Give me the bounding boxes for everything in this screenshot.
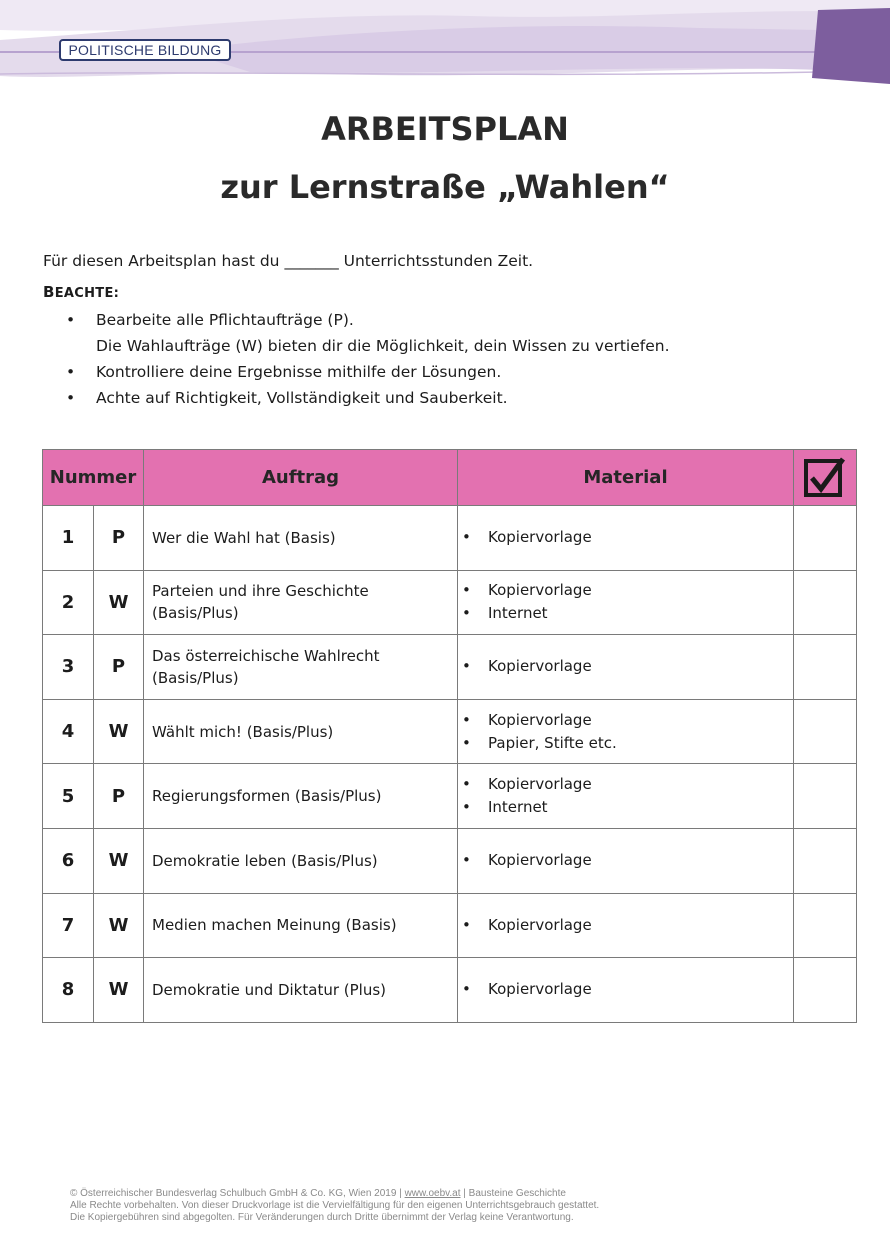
header-material: Material — [458, 450, 794, 506]
task-title: Wer die Wahl hat (Basis) — [144, 506, 458, 571]
task-type: P — [94, 506, 144, 571]
task-type: P — [94, 764, 144, 829]
material-item: • Kopiervorlage — [458, 978, 793, 1001]
task-type: W — [94, 570, 144, 635]
note-item-text: Bearbeite alle Pflichtaufträge (P). — [96, 311, 354, 329]
note-heading — [43, 283, 119, 301]
task-materials — [458, 764, 794, 829]
material-item: • Kopiervorlage — [458, 709, 793, 732]
table-row — [43, 893, 857, 958]
note-item — [64, 359, 670, 385]
page-title: ARBEITSPLAN — [321, 110, 569, 148]
material-item: • Kopiervorlage — [458, 914, 793, 937]
task-number: 8 — [43, 958, 94, 1023]
task-number: 4 — [43, 699, 94, 764]
header-check — [794, 450, 857, 506]
note-item-text: Kontrolliere deine Ergebnisse mithilfe der Lösungen. — [96, 363, 502, 381]
material-list — [458, 978, 793, 1001]
copyright-footer — [70, 1188, 599, 1224]
task-number: 3 — [43, 635, 94, 700]
table-header-row — [43, 450, 857, 506]
material-list — [458, 526, 793, 549]
time-blank: _______ — [284, 252, 339, 270]
task-type: W — [94, 958, 144, 1023]
completion-checkbox[interactable] — [794, 893, 857, 958]
task-number: 5 — [43, 764, 94, 829]
footer-line-3: Die Kopiergebühren sind abgegolten. Für Veränderungen durch Dritte übernimmt der Verlag keine Verantwortung. — [70, 1212, 574, 1223]
footer-series: | Bausteine Geschichte — [463, 1188, 566, 1199]
table-row — [43, 506, 857, 571]
checkbox-checked-icon — [803, 456, 847, 500]
material-item: • Papier, Stifte etc. — [458, 732, 793, 755]
material-item: • Kopiervorlage — [458, 773, 793, 796]
material-item: • Internet — [458, 796, 793, 819]
completion-checkbox[interactable] — [794, 506, 857, 571]
footer-line-1 — [70, 1188, 599, 1200]
table-body — [43, 506, 857, 1023]
task-type: W — [94, 699, 144, 764]
task-number: 1 — [43, 506, 94, 571]
completion-checkbox[interactable] — [794, 958, 857, 1023]
header-number: Nummer — [43, 450, 144, 506]
footer-line-2: Alle Rechte vorbehalten. Von dieser Druckvorlage ist die Vervielfältigung für den eigenen Unterrichtsgebrauch gestattet. — [70, 1200, 600, 1211]
time-instruction-before: Für diesen Arbeitsplan hast du — [43, 252, 280, 270]
table-row — [43, 828, 857, 893]
table-row — [43, 635, 857, 700]
task-materials — [458, 893, 794, 958]
time-instruction-after: Unterrichtsstunden Zeit. — [343, 252, 534, 270]
note-item-text: Achte auf Richtigkeit, Vollständigkeit und Sauberkeit. — [96, 389, 508, 407]
task-materials — [458, 506, 794, 571]
header-task: Auftrag — [144, 450, 458, 506]
material-item: • Kopiervorlage — [458, 526, 793, 549]
task-title: Das österreichische Wahlrecht (Basis/Plus) — [144, 635, 458, 700]
footer-publisher: © Österreichischer Bundesverlag Schulbuch GmbH & Co. KG, Wien 2019 | — [70, 1188, 402, 1199]
material-item: • Kopiervorlage — [458, 655, 793, 678]
page-subtitle: zur Lernstraße „Wahlen“ — [220, 168, 670, 206]
completion-checkbox[interactable] — [794, 635, 857, 700]
task-title: Wählt mich! (Basis/Plus) — [144, 699, 458, 764]
material-list — [458, 914, 793, 937]
material-list — [458, 579, 793, 625]
material-item: • Kopiervorlage — [458, 849, 793, 872]
task-type: P — [94, 635, 144, 700]
publisher-link[interactable]: www.oebv.at — [404, 1188, 461, 1199]
task-type: W — [94, 828, 144, 893]
task-materials — [458, 699, 794, 764]
table-row — [43, 699, 857, 764]
completion-checkbox[interactable] — [794, 764, 857, 829]
note-heading-rest: EACHTE: — [54, 286, 120, 301]
table-row — [43, 958, 857, 1023]
task-title: Demokratie leben (Basis/Plus) — [144, 828, 458, 893]
table-row — [43, 570, 857, 635]
note-heading-cap: B — [43, 283, 55, 301]
note-item-continuation: Die Wahlaufträge (W) bieten dir die Möglichkeit, dein Wissen zu vertiefen. — [96, 337, 670, 355]
task-number: 7 — [43, 893, 94, 958]
task-materials — [458, 635, 794, 700]
material-item: • Kopiervorlage — [458, 579, 793, 602]
task-materials — [458, 958, 794, 1023]
material-item: • Internet — [458, 602, 793, 625]
note-list — [64, 307, 670, 411]
material-list — [458, 849, 793, 872]
task-title: Medien machen Meinung (Basis) — [144, 893, 458, 958]
task-title: Regierungsformen (Basis/Plus) — [144, 764, 458, 829]
material-list — [458, 655, 793, 678]
task-materials — [458, 828, 794, 893]
material-list — [458, 773, 793, 819]
task-number: 2 — [43, 570, 94, 635]
note-item — [64, 385, 670, 411]
time-instruction — [43, 252, 533, 270]
task-title: Demokratie und Diktatur (Plus) — [144, 958, 458, 1023]
task-materials — [458, 570, 794, 635]
task-number: 6 — [43, 828, 94, 893]
task-title: Parteien und ihre Geschichte (Basis/Plus) — [144, 570, 458, 635]
note-item — [64, 307, 670, 359]
subject-badge: POLITISCHE BILDUNG — [59, 39, 231, 61]
completion-checkbox[interactable] — [794, 699, 857, 764]
task-type: W — [94, 893, 144, 958]
completion-checkbox[interactable] — [794, 828, 857, 893]
completion-checkbox[interactable] — [794, 570, 857, 635]
table-row — [43, 764, 857, 829]
work-plan-table — [42, 449, 857, 1023]
material-list — [458, 709, 793, 755]
